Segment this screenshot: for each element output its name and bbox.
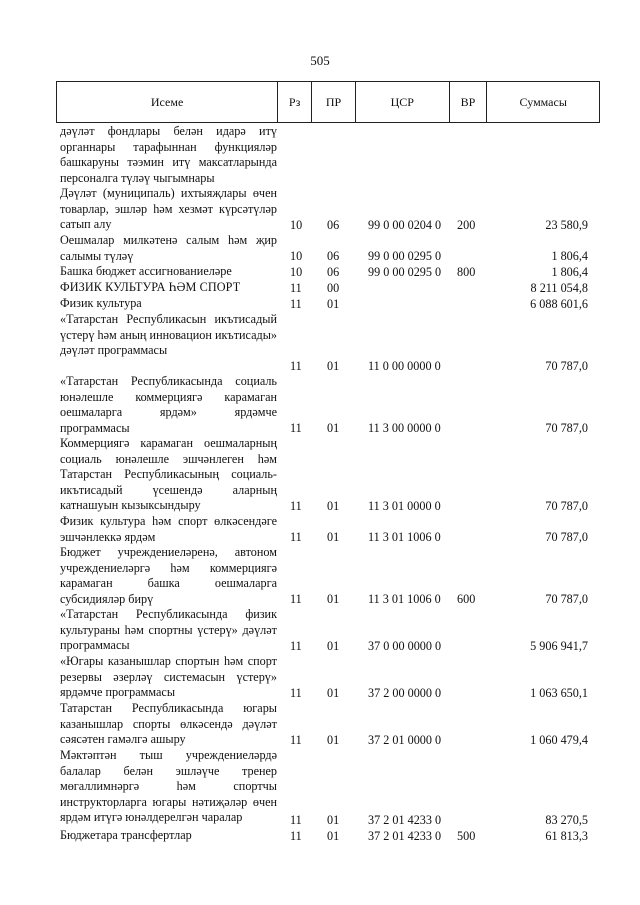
row-name: Коммерциягә карамаган оешмаларның социаль юнәлешле эшчәнлеген һәм Татарстан Республикасының социаль-икътисадый үсешендә аларның катнашуын кызыксындыру — [60, 436, 277, 512]
row-vr: 800 — [457, 264, 476, 279]
row-name: дәүләт фондлары белән идарә итү органнары тарафыннан функцияләр башкаруны тәэмин итү максатларында персоналга түләү чыгымнары — [60, 124, 277, 185]
table-row — [0, 374, 640, 436]
table-row — [0, 264, 640, 280]
row-pr: 01 — [327, 529, 340, 544]
row-name: Физик культура һәм спорт өлкәсендәге эшчәнлеккә ярдәм — [60, 514, 277, 544]
row-rz: 11 — [290, 812, 302, 827]
row-rz: 11 — [290, 358, 302, 373]
row-sum: 70 787,0 — [545, 498, 588, 513]
table-row — [0, 654, 640, 701]
row-sum: 1 060 479,4 — [530, 732, 588, 747]
header-rz: Рз — [278, 82, 312, 122]
row-csr: 37 2 01 4233 0 — [368, 828, 442, 843]
row-csr: 37 2 01 4233 0 — [368, 812, 442, 827]
header-sum: Суммасы — [519, 94, 567, 109]
table-body — [0, 124, 640, 844]
row-pr: 01 — [327, 420, 340, 435]
row-csr: 99 0 00 0295 0 — [368, 248, 442, 263]
row-rz: 11 — [290, 296, 302, 311]
row-sum: 1 806,4 — [551, 248, 588, 263]
row-name: Оешмалар милкәтенә салым һәм җир салымы түләү — [60, 233, 277, 263]
row-pr: 01 — [327, 812, 340, 827]
row-pr: 06 — [327, 248, 340, 263]
row-csr: 37 2 01 0000 0 — [368, 732, 442, 747]
table-row — [0, 124, 640, 186]
row-rz: 11 — [290, 638, 302, 653]
page-number: 505 — [310, 53, 330, 68]
row-name: ФИЗИК КУЛЬТУРА ҺӘМ СПОРТ — [60, 280, 241, 294]
table-row — [0, 748, 640, 828]
row-name: «Татарстан Республикасында социаль юнәлешле коммерциягә карамаган оешмаларга ярдәм» ярдәмче программасы — [60, 374, 277, 435]
header-csr: ЦСР — [356, 82, 450, 122]
row-csr: 11 3 01 1006 0 — [368, 591, 441, 606]
table-row — [0, 280, 640, 296]
row-sum: 1 806,4 — [551, 264, 588, 279]
row-name: Татарстан Республикасында югары казанышлар спорты өлкәсендә дәүләт сәясәтен гамәлгә ашыру — [60, 701, 277, 746]
row-pr: 01 — [327, 296, 340, 311]
row-sum: 6 088 601,6 — [530, 296, 588, 311]
row-name: «Татарстан Республикасын икътисадый үстерү һәм аның инновацион икътисады» дәүләт программасы — [60, 312, 277, 357]
table-row — [0, 828, 640, 844]
row-sum: 83 270,5 — [545, 812, 588, 827]
row-pr: 01 — [327, 638, 340, 653]
row-rz: 11 — [290, 685, 302, 700]
table-row — [0, 436, 640, 514]
table-header — [56, 81, 600, 123]
row-rz: 11 — [290, 498, 302, 513]
row-sum: 1 063 650,1 — [530, 685, 588, 700]
header-name: Исеме — [57, 82, 278, 122]
row-rz: 11 — [290, 529, 302, 544]
row-name: Бюджет учреждениеләренә, автоном учреждениеләргә һәм коммерциягә карамаган башка оешмаларга субсидияләр бирү — [60, 545, 277, 606]
row-csr: 11 3 01 1006 0 — [368, 529, 441, 544]
row-rz: 11 — [290, 591, 302, 606]
row-sum: 23 580,9 — [545, 217, 588, 232]
header-pr: ПР — [312, 82, 356, 122]
row-name: Физик культура — [60, 296, 142, 310]
row-sum: 70 787,0 — [545, 420, 588, 435]
row-rz: 11 — [290, 828, 302, 843]
row-pr: 01 — [327, 358, 340, 373]
row-pr: 01 — [327, 732, 340, 747]
row-pr: 01 — [327, 591, 340, 606]
row-sum: 70 787,0 — [545, 358, 588, 373]
row-pr: 00 — [327, 280, 340, 295]
header-vr: ВР — [450, 82, 488, 122]
row-vr: 500 — [457, 828, 476, 843]
row-name: Башка бюджет ассигнованиеләре — [60, 264, 232, 278]
row-rz: 10 — [290, 248, 303, 263]
table-row — [0, 233, 640, 264]
table-row — [0, 296, 640, 312]
row-rz: 11 — [290, 732, 302, 747]
row-pr: 06 — [327, 264, 340, 279]
row-sum: 70 787,0 — [545, 529, 588, 544]
row-rz: 10 — [290, 264, 303, 279]
row-csr: 11 3 01 0000 0 — [368, 498, 441, 513]
row-rz: 10 — [290, 217, 303, 232]
row-csr: 37 2 00 0000 0 — [368, 685, 442, 700]
row-name: «Татарстан Республикасында физик культураны һәм спортны үстерү» дәүләт программасы — [60, 607, 277, 652]
row-rz: 11 — [290, 280, 302, 295]
row-rz: 11 — [290, 420, 302, 435]
table-row — [0, 186, 640, 233]
table-row — [0, 701, 640, 748]
row-csr: 11 0 00 0000 0 — [368, 358, 441, 373]
row-pr: 01 — [327, 498, 340, 513]
row-pr: 06 — [327, 217, 340, 232]
row-pr: 01 — [327, 828, 340, 843]
table-row — [0, 514, 640, 545]
row-name: Бюджетара трансфертлар — [60, 828, 192, 842]
row-csr: 37 0 00 0000 0 — [368, 638, 442, 653]
row-sum: 5 906 941,7 — [530, 638, 588, 653]
row-name: Мәктәптән тыш учреждениеләрдә балалар белән эшләүче тренер мөгаллимнәргә һәм спортчы инструкторларга югары нәтиҗәләр өчен ярдәм итүгә юнәлдерелгән чаралар — [60, 748, 277, 824]
row-csr: 99 0 00 0204 0 — [368, 217, 442, 232]
row-pr: 01 — [327, 685, 340, 700]
row-csr: 11 3 00 0000 0 — [368, 420, 441, 435]
row-vr: 200 — [457, 217, 476, 232]
row-name: Дәүләт (муниципаль) ихтыяҗлары өчен товарлар, эшләр һәм хезмәт күрсәтүләр сатып алу — [60, 186, 277, 231]
row-vr: 600 — [457, 591, 476, 606]
row-sum: 61 813,3 — [545, 828, 588, 843]
row-sum: 8 211 054,8 — [530, 280, 588, 295]
row-sum: 70 787,0 — [545, 591, 588, 606]
row-csr: 99 0 00 0295 0 — [368, 264, 442, 279]
table-row — [0, 607, 640, 654]
table-row — [0, 312, 640, 374]
row-name: «Югары казанышлар спортын һәм спорт резервы әзерләү системасын үстерү» ярдәмче программасы — [60, 654, 277, 699]
table-row — [0, 545, 640, 607]
